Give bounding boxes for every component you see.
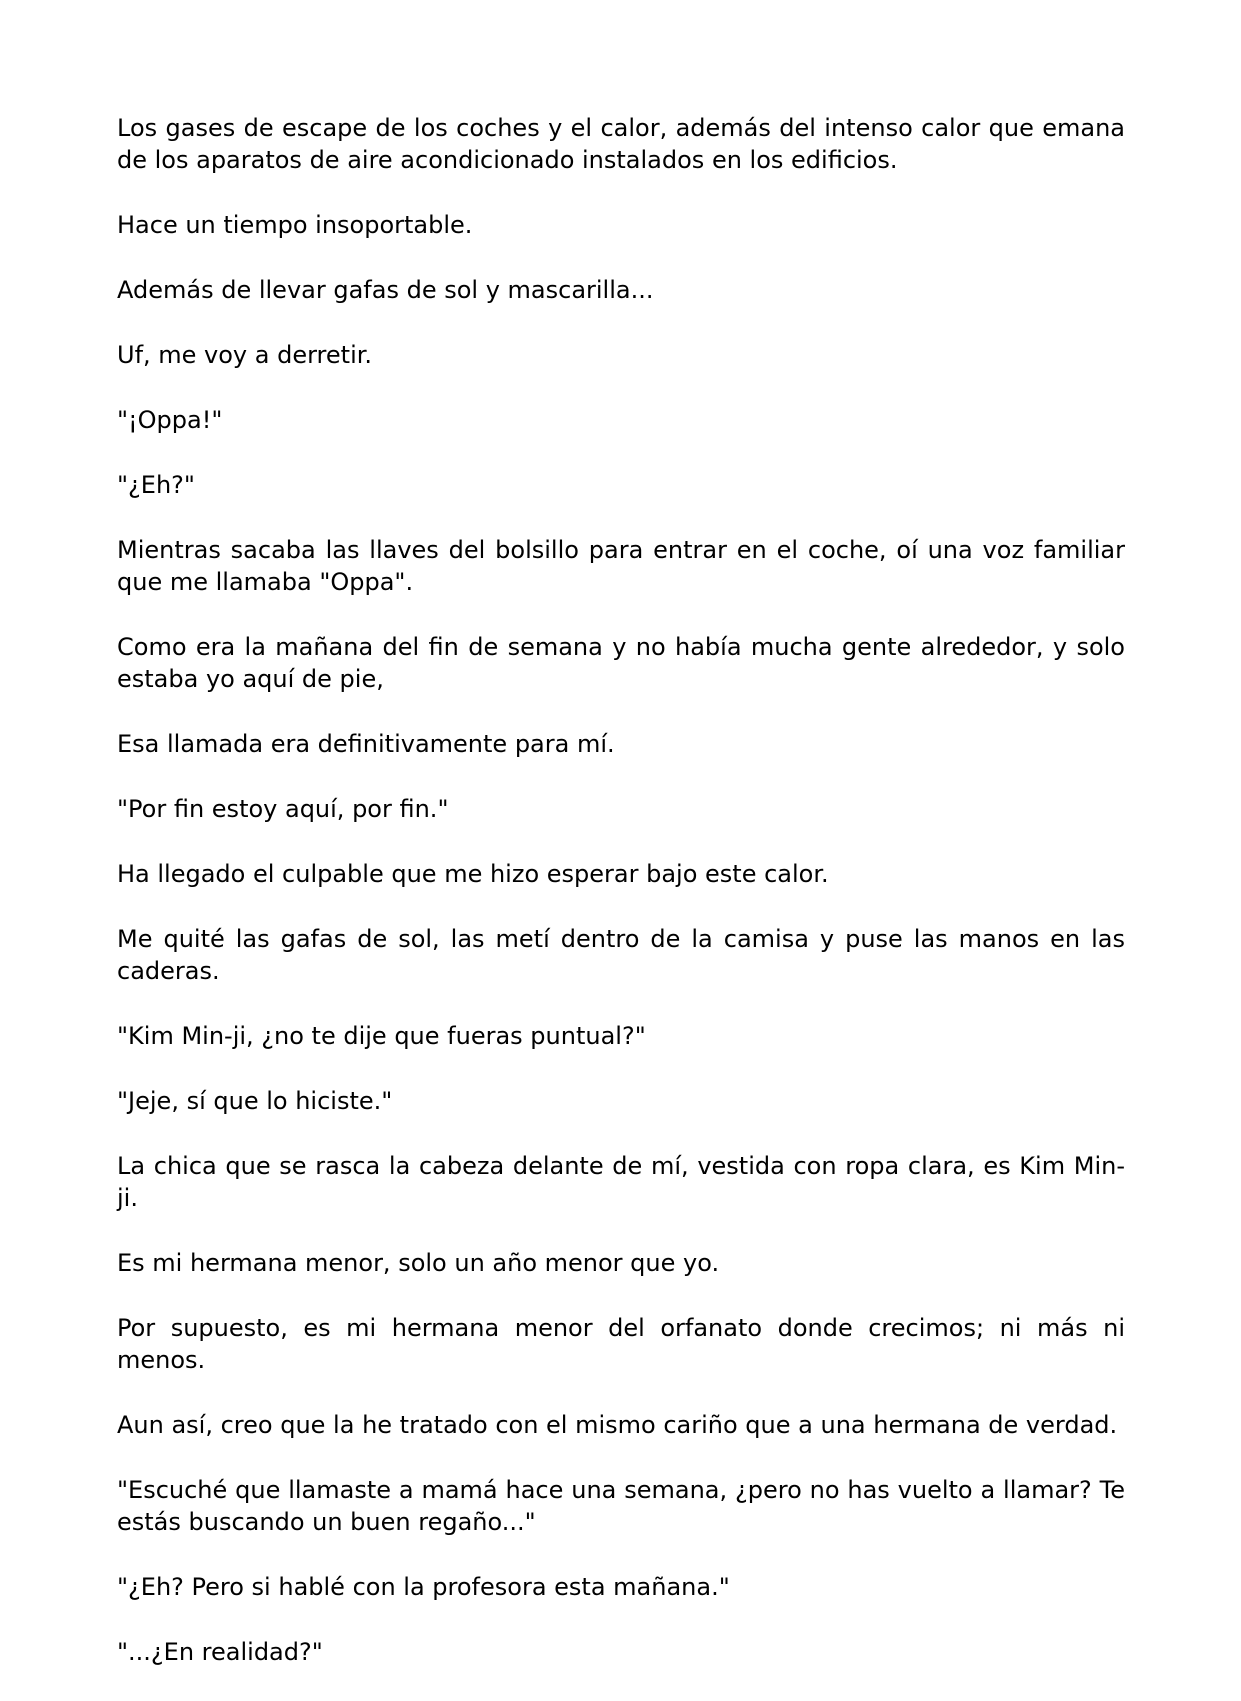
paragraph-19: "Escuché que llamaste a mamá hace una semana, ¿pero no has vuelto a llamar? Te estás buscando un buen regaño..." [117,1476,1125,1536]
paragraph-11: Ha llegado el culpable que me hizo esperar bajo este calor. [117,860,829,888]
paragraph-2: Hace un tiempo insoportable. [117,211,473,239]
paragraph-5: "¡Oppa!" [117,406,223,434]
paragraph-12: Me quité las gafas de sol, las metí dentro de la camisa y puse las manos en las caderas. [117,925,1125,985]
paragraph-16: Es mi hermana menor, solo un año menor que yo. [117,1249,720,1277]
paragraph-9: Esa llamada era definitivamente para mí. [117,730,615,758]
paragraph-7: Mientras sacaba las llaves del bolsillo para entrar en el coche, oí una voz familiar que me llamaba "Oppa". [117,536,1125,596]
paragraph-15: La chica que se rasca la cabeza delante de mí, vestida con ropa clara, es Kim Min-ji. [117,1152,1125,1212]
paragraph-14: "Jeje, sí que lo hiciste." [117,1087,393,1115]
paragraph-21: "...¿En realidad?" [117,1638,323,1666]
paragraph-8: Como era la mañana del fin de semana y no había mucha gente alrededor, y solo estaba yo aquí de pie, [117,633,1125,693]
paragraph-13: "Kim Min-ji, ¿no te dije que fueras puntual?" [117,1022,646,1050]
paragraph-18: Aun así, creo que la he tratado con el mismo cariño que a una hermana de verdad. [117,1411,1118,1439]
paragraph-1: Los gases de escape de los coches y el calor, además del intenso calor que emana de los aparatos de aire acondicionado instalados en los edificios. [117,114,1125,174]
paragraph-6: "¿Eh?" [117,471,195,499]
document-body [117,112,1125,1701]
paragraph-3: Además de llevar gafas de sol y mascarilla... [117,276,654,304]
paragraph-17: Por supuesto, es mi hermana menor del orfanato donde crecimos; ni más ni menos. [117,1314,1125,1374]
paragraph-20: "¿Eh? Pero si hablé con la profesora esta mañana." [117,1573,730,1601]
paragraph-10: "Por fin estoy aquí, por fin." [117,795,449,823]
paragraph-4: Uf, me voy a derretir. [117,341,373,369]
